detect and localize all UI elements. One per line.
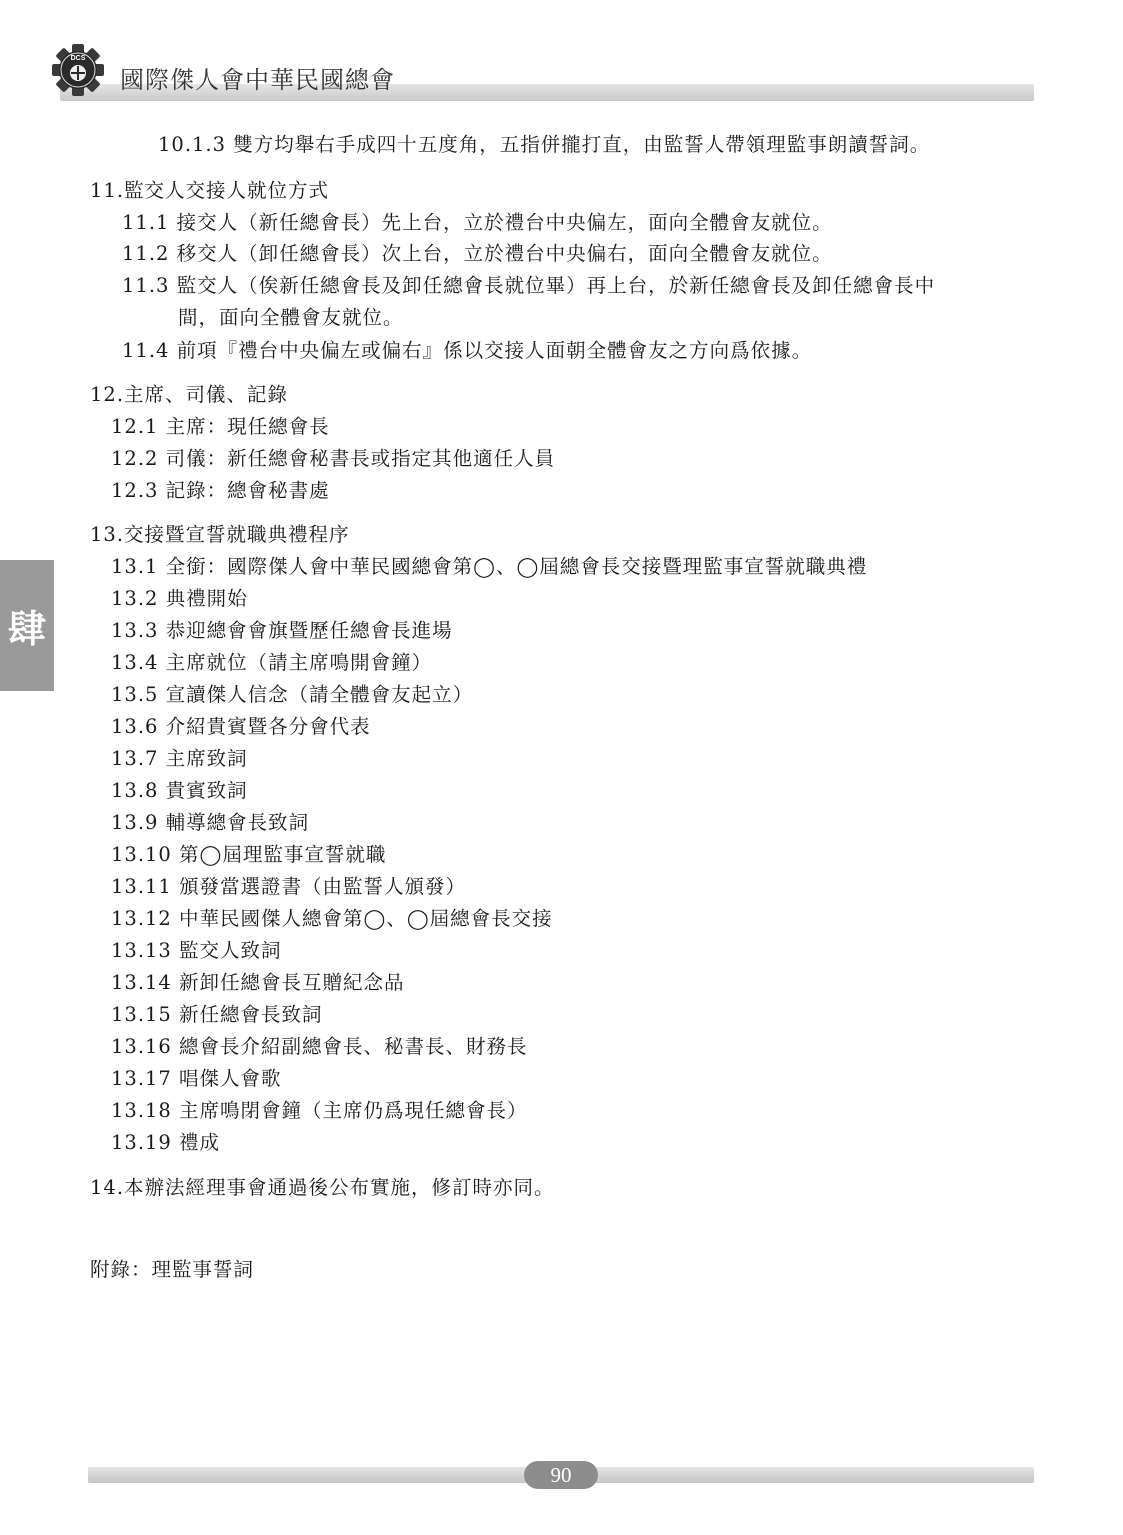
item-12-3: 12.3 記錄：總會秘書處 xyxy=(111,479,330,502)
item-13-9: 13.9 輔導總會長致詞 xyxy=(111,811,310,834)
item-11-3-continued: 間，面向全體會友就位。 xyxy=(178,306,404,329)
item-11-1: 11.1 接交人（新任總會長）先上台，立於禮台中央偏左，面向全體會友就位。 xyxy=(122,211,833,234)
page-number-badge xyxy=(524,1461,598,1489)
item-13-15: 13.15 新任總會長致詞 xyxy=(111,1003,323,1026)
item-13-19: 13.19 禮成 xyxy=(111,1131,221,1154)
item-13-5: 13.5 宣讀傑人信念（請全體會友起立） xyxy=(111,683,474,706)
item-13-7: 13.7 主席致詞 xyxy=(111,747,248,770)
item-13-14: 13.14 新卸任總會長互贈紀念品 xyxy=(111,971,405,994)
section-11-heading: 11.監交人交接人就位方式 xyxy=(90,179,330,202)
logo-text: DCS xyxy=(70,55,86,62)
item-11-3: 11.3 監交人（俟新任總會長及卸任總會長就位畢）再上台，於新任總會長及卸任總會長中 xyxy=(122,274,936,297)
chapter-tab xyxy=(0,560,54,691)
item-12-2: 12.2 司儀：新任總會秘書長或指定其他適任人員 xyxy=(111,447,556,470)
section-12-heading: 12.主席、司儀、記錄 xyxy=(90,383,289,406)
item-13-3: 13.3 恭迎總會會旗暨歷任總會長進場 xyxy=(111,619,453,642)
item-13-2: 13.2 典禮開始 xyxy=(111,587,248,610)
item-10-1-3: 10.1.3 雙方均舉右手成四十五度角，五指併攏打直，由監誓人帶領理監事朗讀誓詞。 xyxy=(158,133,931,156)
page-number: 90 xyxy=(550,1462,572,1487)
chapter-tab-label: 肆 xyxy=(7,607,46,651)
section-13-heading: 13.交接暨宣誓就職典禮程序 xyxy=(90,523,350,546)
appendix-heading: 附錄：理監事誓詞 xyxy=(90,1258,255,1281)
item-11-2: 11.2 移交人（卸任總會長）次上台，立於禮台中央偏右，面向全體會友就位。 xyxy=(122,242,833,265)
section-14: 14.本辦法經理事會通過後公布實施，修訂時亦同。 xyxy=(90,1176,555,1199)
item-11-4: 11.4 前項『禮台中央偏左或偏右』係以交接人面朝全體會友之方向爲依據。 xyxy=(122,339,813,362)
item-13-13: 13.13 監交人致詞 xyxy=(111,939,282,962)
item-13-1: 13.1 全銜：國際傑人會中華民國總會第◯、◯屆總會長交接暨理監事宣誓就職典禮 xyxy=(111,555,868,578)
item-13-16: 13.16 總會長介紹副總會長、秘書長、財務長 xyxy=(111,1035,528,1058)
item-13-12: 13.12 中華民國傑人總會第◯、◯屆總會長交接 xyxy=(111,907,553,930)
item-13-10: 13.10 第◯屆理監事宣誓就職 xyxy=(111,843,387,866)
item-13-6: 13.6 介紹貴賓暨各分會代表 xyxy=(111,715,371,738)
item-13-11: 13.11 頒發當選證書（由監誓人頒發） xyxy=(111,875,467,898)
organization-logo xyxy=(52,44,104,96)
item-13-18: 13.18 主席鳴閉會鐘（主席仍爲現任總會長） xyxy=(111,1099,528,1122)
item-13-8: 13.8 貴賓致詞 xyxy=(111,779,248,802)
item-13-4: 13.4 主席就位（請主席鳴開會鐘） xyxy=(111,651,433,674)
organization-title: 國際傑人會中華民國總會 xyxy=(120,66,395,94)
item-13-17: 13.17 唱傑人會歌 xyxy=(111,1067,282,1090)
item-12-1: 12.1 主席：現任總會長 xyxy=(111,415,330,438)
